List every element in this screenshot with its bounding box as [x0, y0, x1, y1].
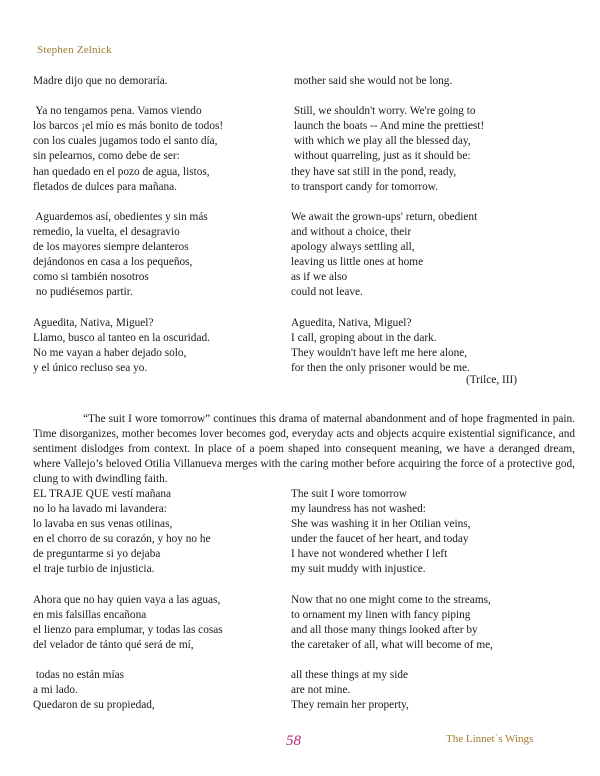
poem-line: los barcos ¡el mío es más bonito de todos! [33, 120, 224, 133]
poem-line: the caretaker of all, what will become of me, [291, 638, 493, 651]
poem-line: de preguntarme si yo dejaba [33, 548, 161, 561]
stanza-break [33, 195, 223, 210]
poem-line: no lo ha lavado mi lavandera: [33, 503, 167, 516]
poem-line: fletados de dulces para mañana. [33, 180, 177, 193]
poem1-citation: (Trilce, III) [466, 374, 518, 386]
poem-line: They remain her property, [291, 699, 409, 712]
poem-line: remedio, la vuelta, el desagravio [33, 225, 180, 238]
poem-line: EL TRAJE QUE vestí mañana [33, 488, 172, 500]
poem-line: They wouldn't have left me here alone, [291, 346, 468, 359]
poem-line: to ornament my linen with fancy piping [291, 608, 471, 621]
poem-line: under the faucet of her heart, and today [291, 533, 469, 546]
poem-line: are not mine. [291, 684, 351, 697]
poem-line: as if we also [291, 271, 348, 284]
poem-line: my laundress has not washed: [291, 503, 426, 516]
poem-line: No me vayan a haber dejado solo, [33, 346, 187, 359]
stanza-break [291, 300, 484, 315]
poem-line: Now that no one might come to the streams, [291, 593, 491, 606]
poem-line: Ya no tengamos pena. Vamos viendo [33, 105, 202, 118]
poem-line: del velador de tánto qué será de mí, [33, 638, 194, 651]
poem1-english [291, 74, 484, 376]
poem-line: leaving us little ones at home [291, 256, 424, 269]
stanza-break [33, 653, 223, 668]
poem-line: my suit muddy with injustice. [291, 563, 426, 576]
poem-line: Aguardemos así, obedientes y sin más [33, 210, 208, 223]
poem1-spanish [33, 74, 223, 376]
poem-line: Aguedita, Nativa, Miguel? [291, 316, 412, 329]
poem-line: en mis falsillas encañona [33, 608, 147, 621]
poem-line: Aguedita, Nativa, Miguel? [33, 316, 154, 329]
poem-line: I have not wondered whether I left [291, 548, 448, 561]
poem-line: and all those many things looked after by [291, 623, 478, 636]
stanza-break [33, 89, 223, 104]
running-footer-title: The Linnet´s Wings [446, 733, 534, 745]
poem-line: We await the grown-ups' return, obedient [291, 210, 478, 223]
poem-line: el traje turbio de injusticia. [33, 563, 155, 576]
stanza-break [291, 653, 493, 668]
poem-line: Ahora que no hay quien vaya a las aguas, [33, 593, 221, 606]
poem-line: apology always settling all, [291, 241, 415, 254]
poem-line: without quarreling, just as it should be: [291, 150, 471, 163]
poem2-english [291, 487, 493, 713]
poem-line: han quedado en el pozo de agua, listos, [33, 165, 210, 178]
commentary-paragraph: “The suit I wore tomorrow” continues this drama of maternal abandonment and of hope fragmented in pain. Time disorganizes, mother becomes lover becomes god, everyday acts and objects acquire existential significance, and sentiment dislodges from context. In place of a poem shaped into consequent meaning, we have a deranged dream, where Vallejo’s beloved Otilia Villanueva merges with the caring mother before acquiring the force of a protective god, clung to with dwindling faith. [33, 413, 575, 486]
poem-line: for then the only prisoner would be me. [291, 361, 470, 374]
poem-line: with which we play all the blessed day, [291, 135, 471, 148]
page-number: 58 [286, 733, 301, 749]
poem-line: Still, we shouldn't worry. We're going to [291, 105, 476, 118]
poem-line: She was washing it in her Otilian veins, [291, 518, 471, 531]
poem-line: en el chorro de su corazón, y hoy no he [33, 533, 211, 546]
stanza-break [291, 89, 484, 104]
poem-line: no pudiésemos partir. [33, 286, 133, 299]
poem-line: launch the boats -- And mine the prettiest! [291, 120, 485, 133]
poem-line: sin pelearnos, como debe de ser: [33, 150, 180, 163]
poem-line: dejándonos en casa a los pequeños, [33, 256, 193, 269]
poem-line: Llamo, busco al tanteo en la oscuridad. [33, 331, 210, 344]
poem-line: The suit I wore tomorrow [291, 488, 408, 500]
poem-line: all these things at my side [291, 669, 409, 682]
poem-line: el lienzo para emplumar, y todas las cosas [33, 623, 223, 636]
stanza-break [33, 300, 223, 315]
poem-line: y el único recluso sea yo. [33, 361, 148, 374]
poem-line: todas no están mías [33, 669, 124, 682]
poem-line: mother said she would not be long. [291, 75, 453, 87]
stanza-break [33, 578, 223, 593]
stanza-break [291, 195, 484, 210]
poem-line: Quedaron de su propiedad, [33, 699, 155, 712]
poem2-spanish [33, 487, 223, 713]
poem-line: como si también nosotros [33, 271, 149, 284]
stanza-break [291, 578, 493, 593]
poem-line: and without a choice, their [291, 225, 412, 238]
poem-line: Madre dijo que no demoraría. [33, 75, 168, 87]
poem-line: de los mayores siempre delanteros [33, 241, 189, 254]
poem-line: could not leave. [291, 286, 363, 299]
poem-line: I call, groping about in the dark. [291, 331, 437, 344]
poem-line: they have sat still in the pond, ready, [291, 165, 457, 178]
poem-line: a mi lado. [33, 684, 78, 697]
running-header-author: Stephen Zelnick [37, 44, 112, 56]
poem-line: con los cuales jugamos todo el santo día, [33, 135, 218, 148]
poem-line: to transport candy for tomorrow. [291, 180, 439, 193]
poem-line: lo lavaba en sus venas otilinas, [33, 518, 173, 531]
